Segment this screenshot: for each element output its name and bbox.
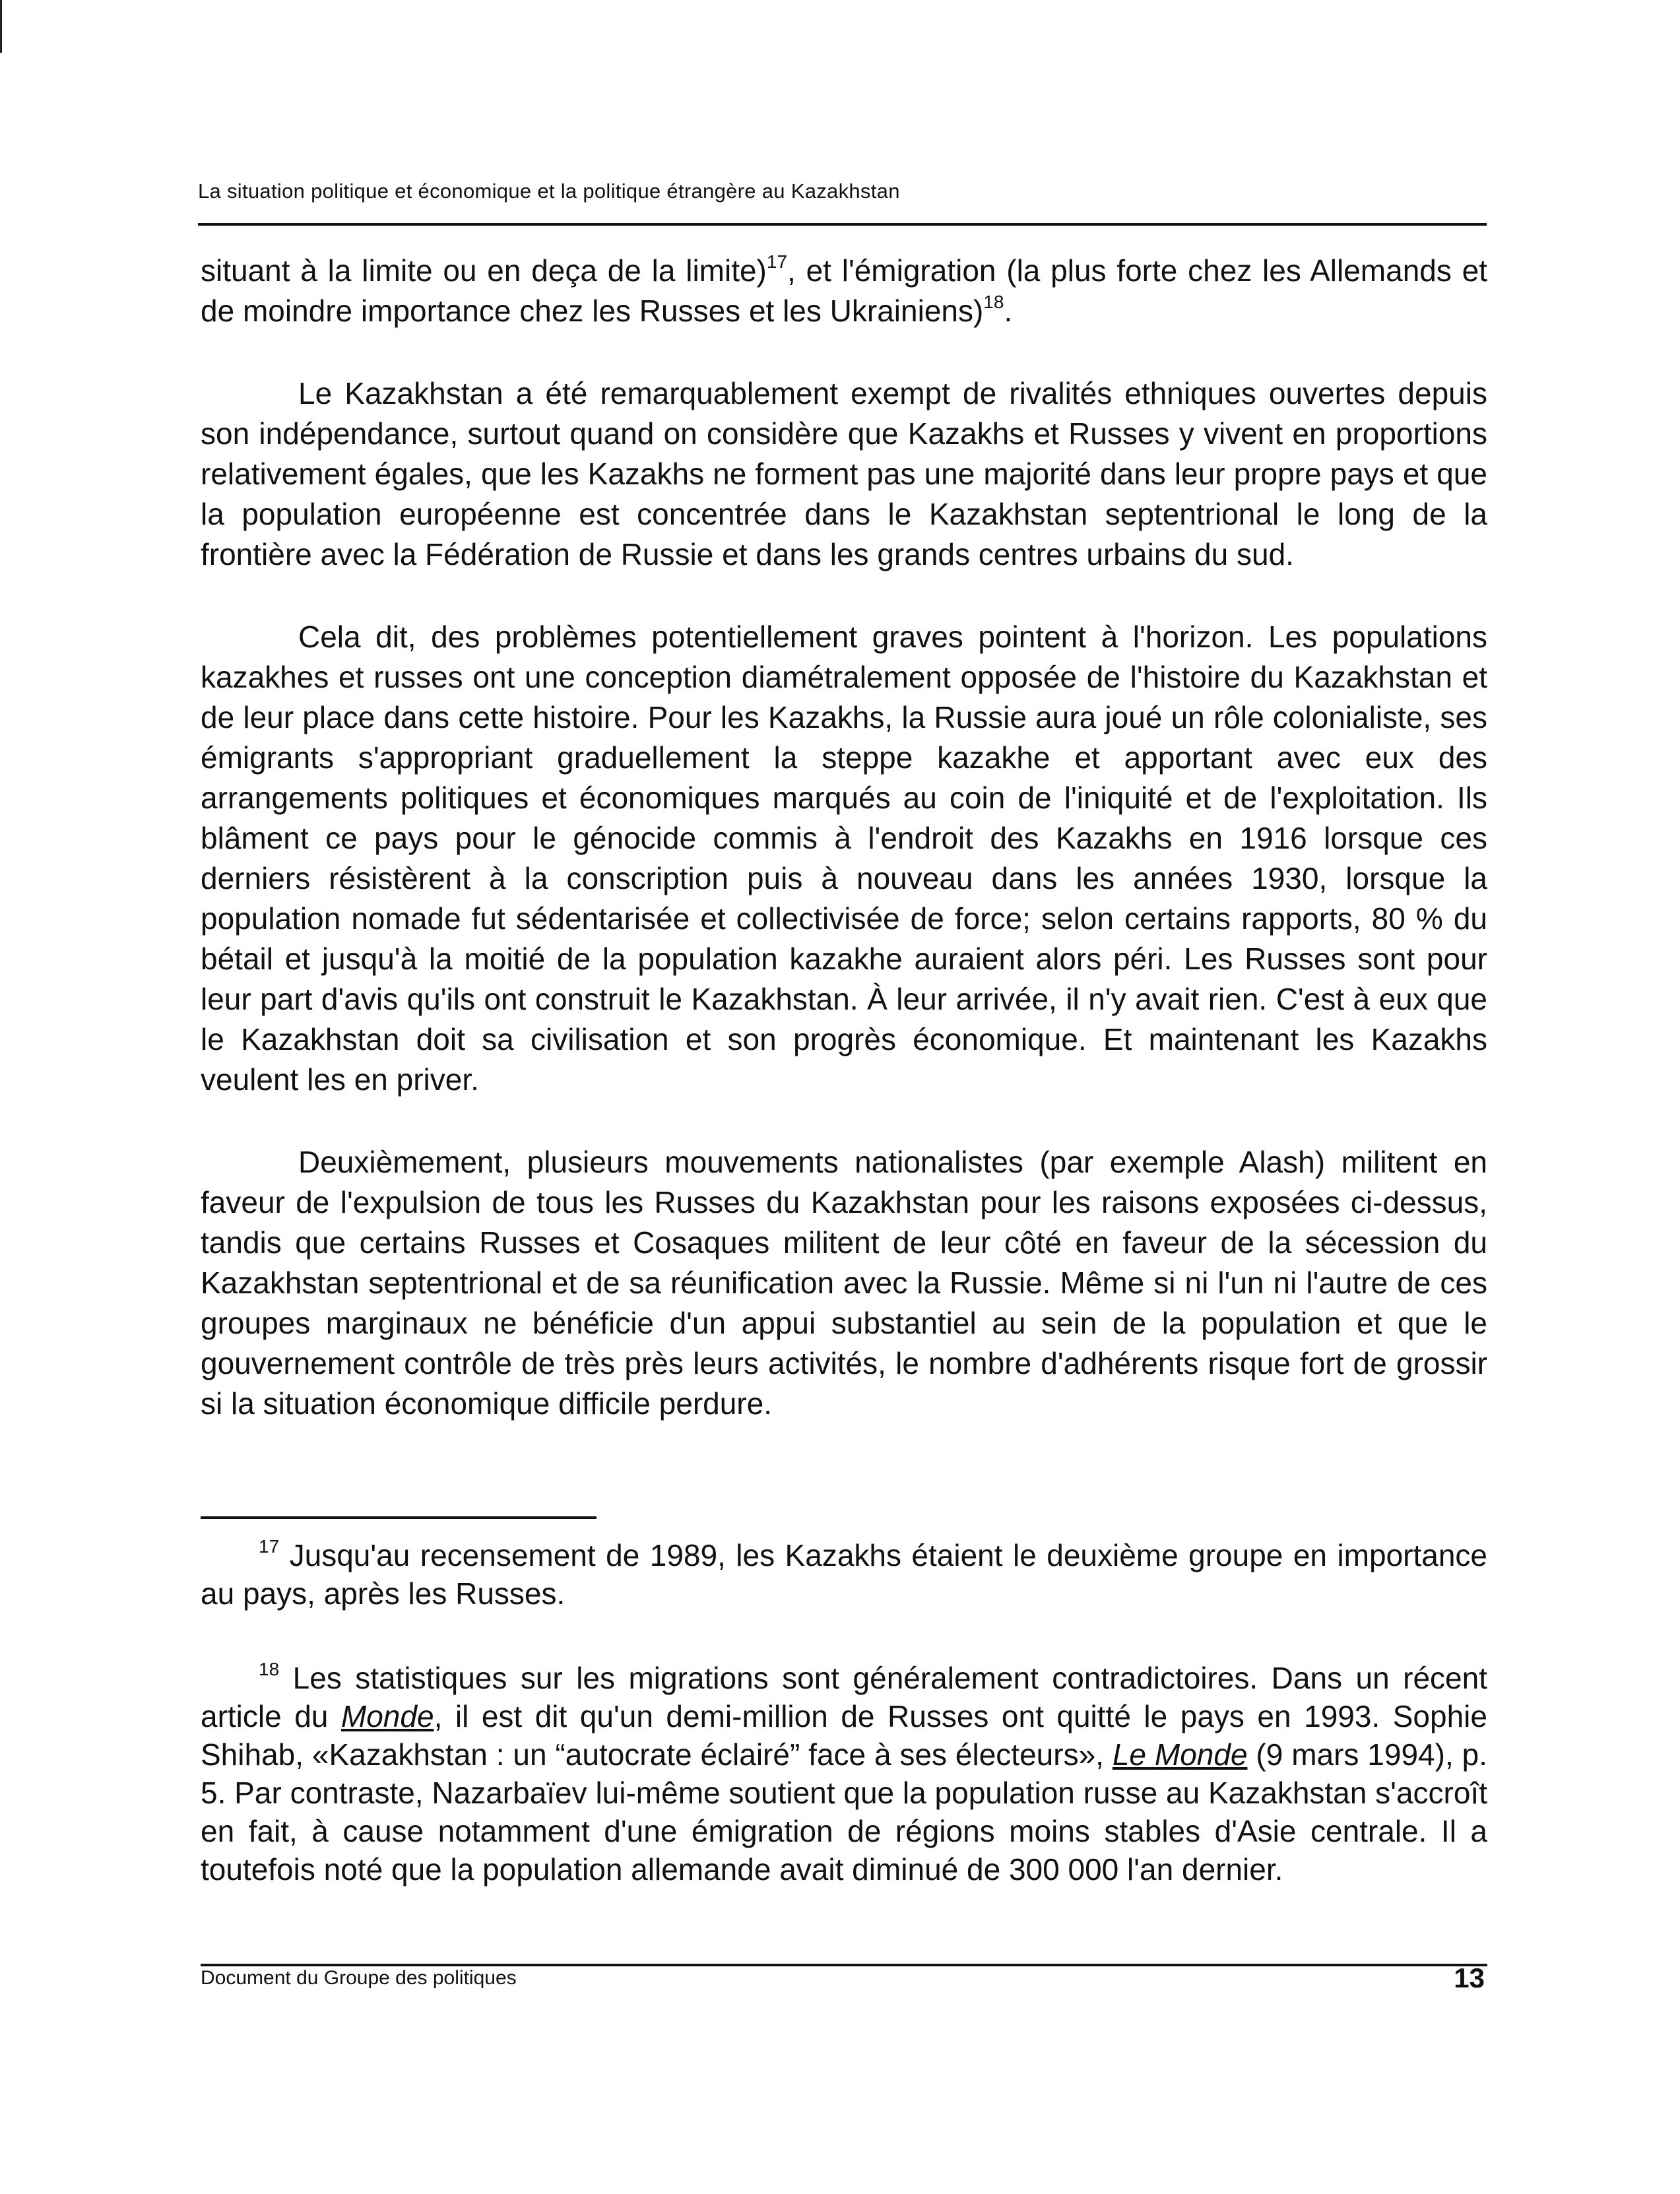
- footnote-18-source-1: Monde: [340, 1699, 434, 1733]
- paragraph-3: Cela dit, des problèmes potentiellement graves pointent à l'horizon. Les populations kazakhes et russes ont une conception diamétralement opposée de l'histoire du Kazakhstan et de leur place dans cette histoire. Pour les Kazakhs, la Russie aura joué un rôle colonialiste, ses émigrants s'appropriant graduellement la steppe kazakhe et apportant avec eux des arrangements politiques et économiques marqués au coin de l'iniquité et de l'exploitation. Ils blâment ce pays pour le génocide commis à l'endroit des Kazakhs en 1916 lorsque ces derniers résistèrent à la conscription puis à nouveau dans les années 1930, lorsque la population nomade fut sédentarisée et collectivisée de force; selon certains rapports, 80 % du bétail et jusqu'à la moitié de la population kazakhe auraient alors péri. Les Russes sont pour leur part d'avis qu'ils ont construit le Kazakhstan. À leur arrivée, il n'y avait rien. C'est à eux que le Kazakhstan doit sa civilisation et son progrès économique. Et maintenant les Kazakhs veulent les en priver.: [201, 620, 1487, 1097]
- footnote-ref-17: 17: [766, 251, 788, 272]
- footnote-17: [201, 1536, 1487, 1613]
- footnote-17-number: 17: [259, 1536, 280, 1557]
- page-number: 13: [1454, 1962, 1485, 1993]
- paragraph-2: Le Kazakhstan a été remarquablement exempt de rivalités ethniques ouvertes depuis son indépendance, surtout quand on considère que Kazakhs et Russes y vivent en proportions relativement égales, que les Kazakhs ne forment pas une majorité dans leur propre pays et que la population européenne est concentrée dans le Kazakhstan septentrional le long de la frontière avec la Fédération de Russie et dans les grands centres urbains du sud.: [201, 376, 1487, 571]
- footnotes: [201, 1536, 1487, 1888]
- footnote-18-number: 18: [259, 1659, 280, 1679]
- footnote-18-text-1: Les statistiques sur les migrations sont généralement contradictoires. Dans un récent article du: [201, 1661, 1487, 1733]
- footnote-separator: [201, 1516, 597, 1519]
- footnote-ref-18: 18: [983, 292, 1004, 312]
- header-divider: [198, 223, 1487, 226]
- paragraph-1-text-a: situant à la limite ou en deça de la limite): [201, 253, 767, 288]
- paragraph-4: Deuxièmement, plusieurs mouvements nationalistes (par exemple Alash) militent en faveur de l'expulsion de tous les Russes du Kazakhstan pour les raisons exposées ci-dessus, tandis que certains Russes et Cosaques militent de leur côté en faveur de la sécession du Kazakhstan septentrional et de sa réunification avec la Russie. Même si ni l'un ni l'autre de ces groupes marginaux ne bénéficie d'un appui substantiel au sein de la population et que le gouvernement contrôle de très près leurs activités, le nombre d'adhérents risque fort de grossir si la situation économique difficile perdure.: [201, 1145, 1487, 1421]
- footnote-17-text: Jusqu'au recensement de 1989, les Kazakhs étaient le deuxième groupe en importance au pays, après les Russes.: [201, 1538, 1487, 1611]
- footnote-18-text-3: (9 mars 1994), p. 5. Par contraste, Nazarbaïev lui-même soutient que la population russe au Kazakhstan s'accroît en fait, à cause notamment d'une émigration de régions moins stables d'Asie centrale. Il a toutefois noté que la population allemande avait diminué de 300 000 l'an dernier.: [201, 1737, 1487, 1887]
- scan-edge-mark: [0, 0, 2, 53]
- footer-document-title: Document du Groupe des politiques: [201, 1967, 517, 1989]
- paragraph-1-text-c: .: [1004, 294, 1013, 328]
- footnote-18-text-2: , il est dit qu'un demi-million de Russes ont quitté le pays en 1993. Sophie Shihab, «Kazakhstan : un “autocrate éclairé” face à ses électeurs»,: [201, 1699, 1487, 1772]
- footnote-18-source-2: Le Monde: [1112, 1737, 1248, 1772]
- body-text: [201, 251, 1487, 1424]
- paragraph-1-text-b: , et l'émigration (la plus forte chez les Allemands et de moindre importance chez les Russes et les Ukrainiens): [201, 253, 1487, 328]
- paragraph-1: [201, 251, 1487, 331]
- footnote-18: [201, 1659, 1487, 1888]
- running-header: La situation politique et économique et la politique étrangère au Kazakhstan: [198, 179, 900, 203]
